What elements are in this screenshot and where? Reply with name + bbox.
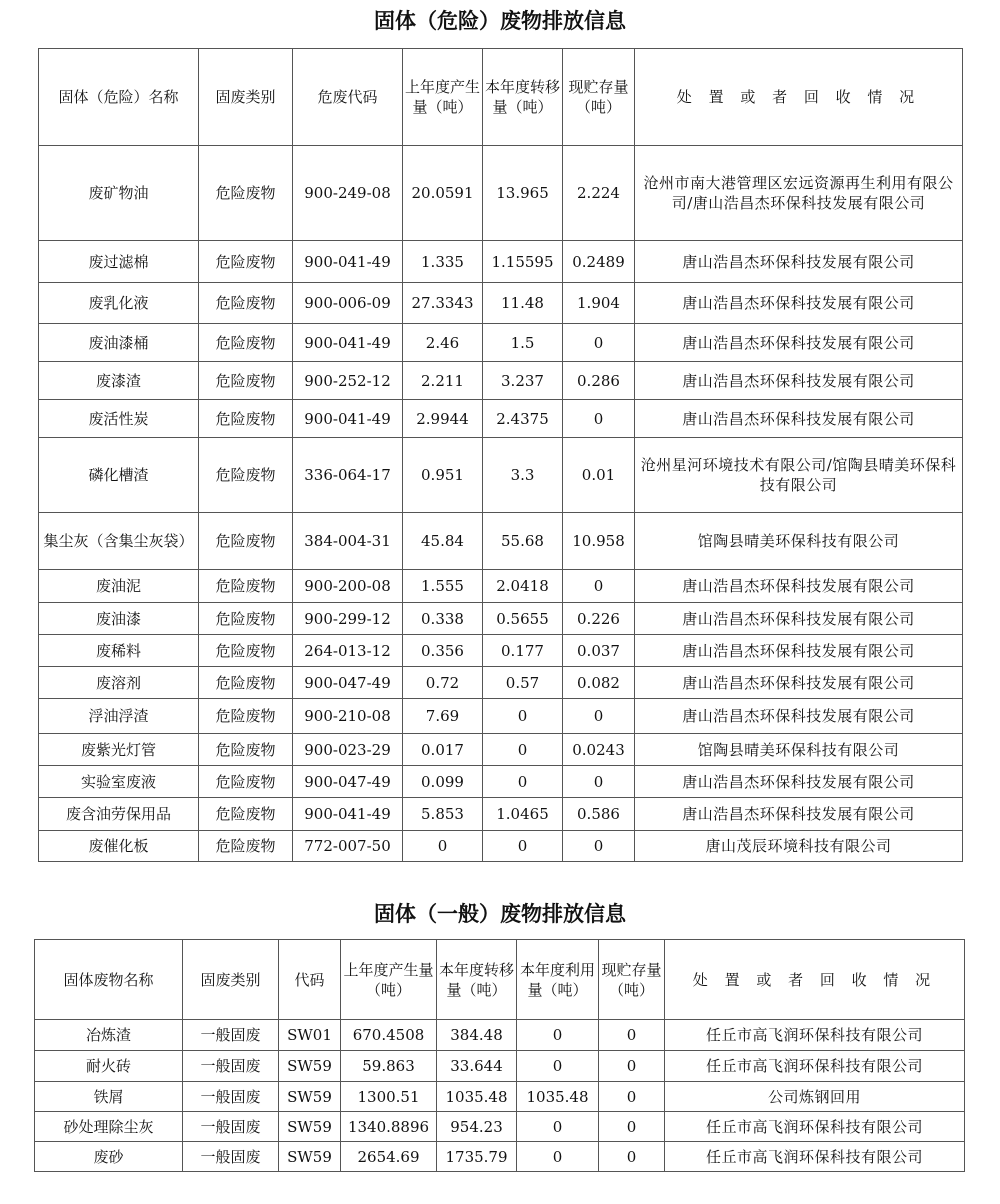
disposal-cell: 唐山浩昌杰环保科技发展有限公司 — [635, 603, 963, 635]
waste-code-cell: SW01 — [279, 1020, 341, 1051]
this-year-transfer-cell: 384.48 — [437, 1020, 517, 1051]
table-row — [39, 146, 963, 241]
last-year-output-cell: 1.555 — [403, 570, 483, 603]
last-year-output-cell: 0.338 — [403, 603, 483, 635]
current-storage-cell: 0.082 — [563, 667, 635, 699]
this-year-transfer-cell: 954.23 — [437, 1112, 517, 1142]
waste-name-cell: 磷化槽渣 — [39, 438, 199, 513]
this-year-utilization-cell: 1035.48 — [517, 1082, 599, 1112]
disposal-cell: 公司炼钢回用 — [665, 1082, 965, 1112]
disposal-cell: 沧州市南大港管理区宏远资源再生利用有限公司/唐山浩昌杰环保科技发展有限公司 — [635, 146, 963, 241]
last-year-output-cell: 1300.51 — [341, 1082, 437, 1112]
waste-name-cell: 废过滤棉 — [39, 241, 199, 283]
this-year-transfer-cell: 1.15595 — [483, 241, 563, 283]
waste-code-cell: 900-047-49 — [293, 667, 403, 699]
disposal-cell: 沧州星河环境技术有限公司/馆陶县晴美环保科技有限公司 — [635, 438, 963, 513]
last-year-output-cell: 2.46 — [403, 324, 483, 362]
this-year-transfer-cell: 0 — [483, 734, 563, 766]
waste-category-cell: 危险废物 — [199, 635, 293, 667]
waste-category-cell: 一般固废 — [183, 1082, 279, 1112]
disposal-cell: 唐山浩昌杰环保科技发展有限公司 — [635, 400, 963, 438]
last-year-output-cell: 0 — [403, 831, 483, 862]
waste-category-cell: 一般固废 — [183, 1020, 279, 1051]
current-storage-cell: 0.286 — [563, 362, 635, 400]
last-year-output-cell: 670.4508 — [341, 1020, 437, 1051]
disposal-cell: 唐山浩昌杰环保科技发展有限公司 — [635, 241, 963, 283]
this-year-transfer-cell: 0 — [483, 699, 563, 734]
last-year-output-cell: 5.853 — [403, 798, 483, 831]
this-year-transfer-cell: 3.237 — [483, 362, 563, 400]
disposal-cell: 任丘市高飞润环保科技有限公司 — [665, 1020, 965, 1051]
this-year-transfer-cell: 1735.79 — [437, 1142, 517, 1172]
current-storage-cell: 0 — [599, 1142, 665, 1172]
disposal-cell: 唐山浩昌杰环保科技发展有限公司 — [635, 798, 963, 831]
current-storage-cell: 0 — [563, 831, 635, 862]
general-waste-table — [34, 939, 965, 1172]
hazardous-waste-table — [38, 48, 963, 862]
last-year-output-cell: 59.863 — [341, 1051, 437, 1082]
header-current-storage: 现贮存量（吨） — [563, 49, 635, 146]
waste-code-cell: 900-200-08 — [293, 570, 403, 603]
this-year-transfer-cell: 0 — [483, 766, 563, 798]
this-year-transfer-cell: 2.4375 — [483, 400, 563, 438]
table-row — [35, 1112, 965, 1142]
waste-code-cell: 900-041-49 — [293, 324, 403, 362]
table-row — [39, 400, 963, 438]
waste-name-cell: 集尘灰（含集尘灰袋） — [39, 513, 199, 570]
waste-category-cell: 危险废物 — [199, 734, 293, 766]
waste-name-cell: 废含油劳保用品 — [39, 798, 199, 831]
current-storage-cell: 0.01 — [563, 438, 635, 513]
current-storage-cell: 10.958 — [563, 513, 635, 570]
waste-name-cell: 废油泥 — [39, 570, 199, 603]
last-year-output-cell: 45.84 — [403, 513, 483, 570]
this-year-utilization-cell: 0 — [517, 1112, 599, 1142]
table-row — [39, 438, 963, 513]
header-this-year-transfer: 本年度转移量（吨） — [437, 940, 517, 1020]
waste-code-cell: 900-041-49 — [293, 400, 403, 438]
header-this-year-utilization: 本年度利用量（吨） — [517, 940, 599, 1020]
waste-category-cell: 一般固废 — [183, 1112, 279, 1142]
this-year-transfer-cell: 2.0418 — [483, 570, 563, 603]
header-current-storage: 现贮存量（吨） — [599, 940, 665, 1020]
table-row — [39, 570, 963, 603]
last-year-output-cell: 27.3343 — [403, 283, 483, 324]
disposal-cell: 馆陶县晴美环保科技有限公司 — [635, 734, 963, 766]
last-year-output-cell: 20.0591 — [403, 146, 483, 241]
waste-category-cell: 危险废物 — [199, 831, 293, 862]
current-storage-cell: 0 — [563, 570, 635, 603]
this-year-transfer-cell: 0 — [483, 831, 563, 862]
waste-name-cell: 浮油浮渣 — [39, 699, 199, 734]
current-storage-cell: 0 — [599, 1020, 665, 1051]
waste-name-cell: 冶炼渣 — [35, 1020, 183, 1051]
waste-category-cell: 危险废物 — [199, 146, 293, 241]
waste-category-cell: 危险废物 — [199, 362, 293, 400]
header-last-year-output: 上年度产生量（吨） — [341, 940, 437, 1020]
table-row — [39, 241, 963, 283]
last-year-output-cell: 0.72 — [403, 667, 483, 699]
this-year-utilization-cell: 0 — [517, 1020, 599, 1051]
last-year-output-cell: 2.211 — [403, 362, 483, 400]
waste-category-cell: 危险废物 — [199, 603, 293, 635]
header-last-year-output: 上年度产生量（吨） — [403, 49, 483, 146]
current-storage-cell: 2.224 — [563, 146, 635, 241]
disposal-cell: 任丘市高飞润环保科技有限公司 — [665, 1112, 965, 1142]
disposal-cell: 唐山浩昌杰环保科技发展有限公司 — [635, 324, 963, 362]
this-year-utilization-cell: 0 — [517, 1051, 599, 1082]
this-year-transfer-cell: 11.48 — [483, 283, 563, 324]
current-storage-cell: 1.904 — [563, 283, 635, 324]
disposal-cell: 馆陶县晴美环保科技有限公司 — [635, 513, 963, 570]
current-storage-cell: 0.586 — [563, 798, 635, 831]
waste-category-cell: 一般固废 — [183, 1051, 279, 1082]
disposal-cell: 任丘市高飞润环保科技有限公司 — [665, 1051, 965, 1082]
this-year-transfer-cell: 0.5655 — [483, 603, 563, 635]
waste-code-cell: 900-006-09 — [293, 283, 403, 324]
waste-code-cell: 900-041-49 — [293, 241, 403, 283]
this-year-transfer-cell: 0.57 — [483, 667, 563, 699]
current-storage-cell: 0 — [563, 766, 635, 798]
table-row — [39, 766, 963, 798]
waste-category-cell: 危险废物 — [199, 570, 293, 603]
waste-code-cell: 900-299-12 — [293, 603, 403, 635]
disposal-cell: 唐山茂辰环境科技有限公司 — [635, 831, 963, 862]
waste-code-cell: 384-004-31 — [293, 513, 403, 570]
header-category: 固废类别 — [199, 49, 293, 146]
disposal-cell: 唐山浩昌杰环保科技发展有限公司 — [635, 570, 963, 603]
waste-name-cell: 废紫光灯管 — [39, 734, 199, 766]
waste-category-cell: 危险废物 — [199, 438, 293, 513]
waste-category-cell: 危险废物 — [199, 400, 293, 438]
header-code: 危废代码 — [293, 49, 403, 146]
last-year-output-cell: 0.356 — [403, 635, 483, 667]
waste-code-cell: 900-252-12 — [293, 362, 403, 400]
waste-name-cell: 废矿物油 — [39, 146, 199, 241]
waste-code-cell: 772-007-50 — [293, 831, 403, 862]
waste-name-cell: 废漆渣 — [39, 362, 199, 400]
header-category: 固废类别 — [183, 940, 279, 1020]
this-year-transfer-cell: 13.965 — [483, 146, 563, 241]
table-row — [39, 362, 963, 400]
last-year-output-cell: 2654.69 — [341, 1142, 437, 1172]
current-storage-cell: 0.037 — [563, 635, 635, 667]
waste-category-cell: 危险废物 — [199, 766, 293, 798]
current-storage-cell: 0.2489 — [563, 241, 635, 283]
this-year-utilization-cell: 0 — [517, 1142, 599, 1172]
this-year-transfer-cell: 33.644 — [437, 1051, 517, 1082]
this-year-transfer-cell: 1.0465 — [483, 798, 563, 831]
table-row — [39, 667, 963, 699]
table-row — [35, 1020, 965, 1051]
table-row — [35, 1051, 965, 1082]
table-row — [39, 734, 963, 766]
waste-name-cell: 废稀料 — [39, 635, 199, 667]
waste-name-cell: 铁屑 — [35, 1082, 183, 1112]
waste-name-cell: 废活性炭 — [39, 400, 199, 438]
waste-name-cell: 废催化板 — [39, 831, 199, 862]
header-disposal: 处 置 或 者 回 收 情 况 — [665, 940, 965, 1020]
waste-code-cell: 900-041-49 — [293, 798, 403, 831]
waste-name-cell: 废油漆桶 — [39, 324, 199, 362]
this-year-transfer-cell: 55.68 — [483, 513, 563, 570]
current-storage-cell: 0 — [563, 400, 635, 438]
waste-name-cell: 实验室废液 — [39, 766, 199, 798]
waste-name-cell: 废油漆 — [39, 603, 199, 635]
table-row — [39, 603, 963, 635]
disposal-cell: 唐山浩昌杰环保科技发展有限公司 — [635, 699, 963, 734]
header-this-year-transfer: 本年度转移量（吨） — [483, 49, 563, 146]
table-row — [35, 1082, 965, 1112]
this-year-transfer-cell: 3.3 — [483, 438, 563, 513]
this-year-transfer-cell: 0.177 — [483, 635, 563, 667]
last-year-output-cell: 0.017 — [403, 734, 483, 766]
table-row — [39, 831, 963, 862]
waste-category-cell: 危险废物 — [199, 699, 293, 734]
this-year-transfer-cell: 1035.48 — [437, 1082, 517, 1112]
current-storage-cell: 0.226 — [563, 603, 635, 635]
disposal-cell: 唐山浩昌杰环保科技发展有限公司 — [635, 283, 963, 324]
disposal-cell: 唐山浩昌杰环保科技发展有限公司 — [635, 766, 963, 798]
table-row — [39, 699, 963, 734]
waste-category-cell: 危险废物 — [199, 241, 293, 283]
table-row — [39, 798, 963, 831]
general-header-row — [35, 940, 965, 1020]
waste-category-cell: 危险废物 — [199, 324, 293, 362]
table-row — [39, 324, 963, 362]
waste-code-cell: 900-210-08 — [293, 699, 403, 734]
current-storage-cell: 0 — [599, 1112, 665, 1142]
last-year-output-cell: 0.099 — [403, 766, 483, 798]
general-waste-title: 固体（一般）废物排放信息 — [374, 902, 626, 926]
waste-category-cell: 危险废物 — [199, 283, 293, 324]
waste-category-cell: 危险废物 — [199, 798, 293, 831]
table-row — [39, 635, 963, 667]
waste-code-cell: 900-047-49 — [293, 766, 403, 798]
header-name: 固体（危险）名称 — [39, 49, 199, 146]
current-storage-cell: 0 — [599, 1082, 665, 1112]
current-storage-cell: 0 — [599, 1051, 665, 1082]
last-year-output-cell: 2.9944 — [403, 400, 483, 438]
waste-code-cell: 900-023-29 — [293, 734, 403, 766]
waste-name-cell: 砂处理除尘灰 — [35, 1112, 183, 1142]
disposal-cell: 唐山浩昌杰环保科技发展有限公司 — [635, 635, 963, 667]
current-storage-cell: 0 — [563, 699, 635, 734]
disposal-cell: 任丘市高飞润环保科技有限公司 — [665, 1142, 965, 1172]
hazardous-header-row — [39, 49, 963, 146]
current-storage-cell: 0.0243 — [563, 734, 635, 766]
waste-code-cell: 900-249-08 — [293, 146, 403, 241]
table-row — [39, 283, 963, 324]
waste-code-cell: SW59 — [279, 1082, 341, 1112]
header-disposal: 处 置 或 者 回 收 情 况 — [635, 49, 963, 146]
waste-code-cell: 264-013-12 — [293, 635, 403, 667]
last-year-output-cell: 1340.8896 — [341, 1112, 437, 1142]
waste-code-cell: SW59 — [279, 1112, 341, 1142]
waste-code-cell: SW59 — [279, 1051, 341, 1082]
waste-category-cell: 一般固废 — [183, 1142, 279, 1172]
header-name: 固体废物名称 — [35, 940, 183, 1020]
current-storage-cell: 0 — [563, 324, 635, 362]
waste-category-cell: 危险废物 — [199, 667, 293, 699]
hazardous-waste-title: 固体（危险）废物排放信息 — [374, 9, 626, 33]
table-row — [39, 513, 963, 570]
last-year-output-cell: 0.951 — [403, 438, 483, 513]
disposal-cell: 唐山浩昌杰环保科技发展有限公司 — [635, 667, 963, 699]
waste-code-cell: 336-064-17 — [293, 438, 403, 513]
waste-name-cell: 耐火砖 — [35, 1051, 183, 1082]
disposal-cell: 唐山浩昌杰环保科技发展有限公司 — [635, 362, 963, 400]
waste-name-cell: 废砂 — [35, 1142, 183, 1172]
waste-name-cell: 废乳化液 — [39, 283, 199, 324]
this-year-transfer-cell: 1.5 — [483, 324, 563, 362]
last-year-output-cell: 1.335 — [403, 241, 483, 283]
header-code: 代码 — [279, 940, 341, 1020]
waste-code-cell: SW59 — [279, 1142, 341, 1172]
waste-name-cell: 废溶剂 — [39, 667, 199, 699]
table-row — [35, 1142, 965, 1172]
waste-category-cell: 危险废物 — [199, 513, 293, 570]
last-year-output-cell: 7.69 — [403, 699, 483, 734]
